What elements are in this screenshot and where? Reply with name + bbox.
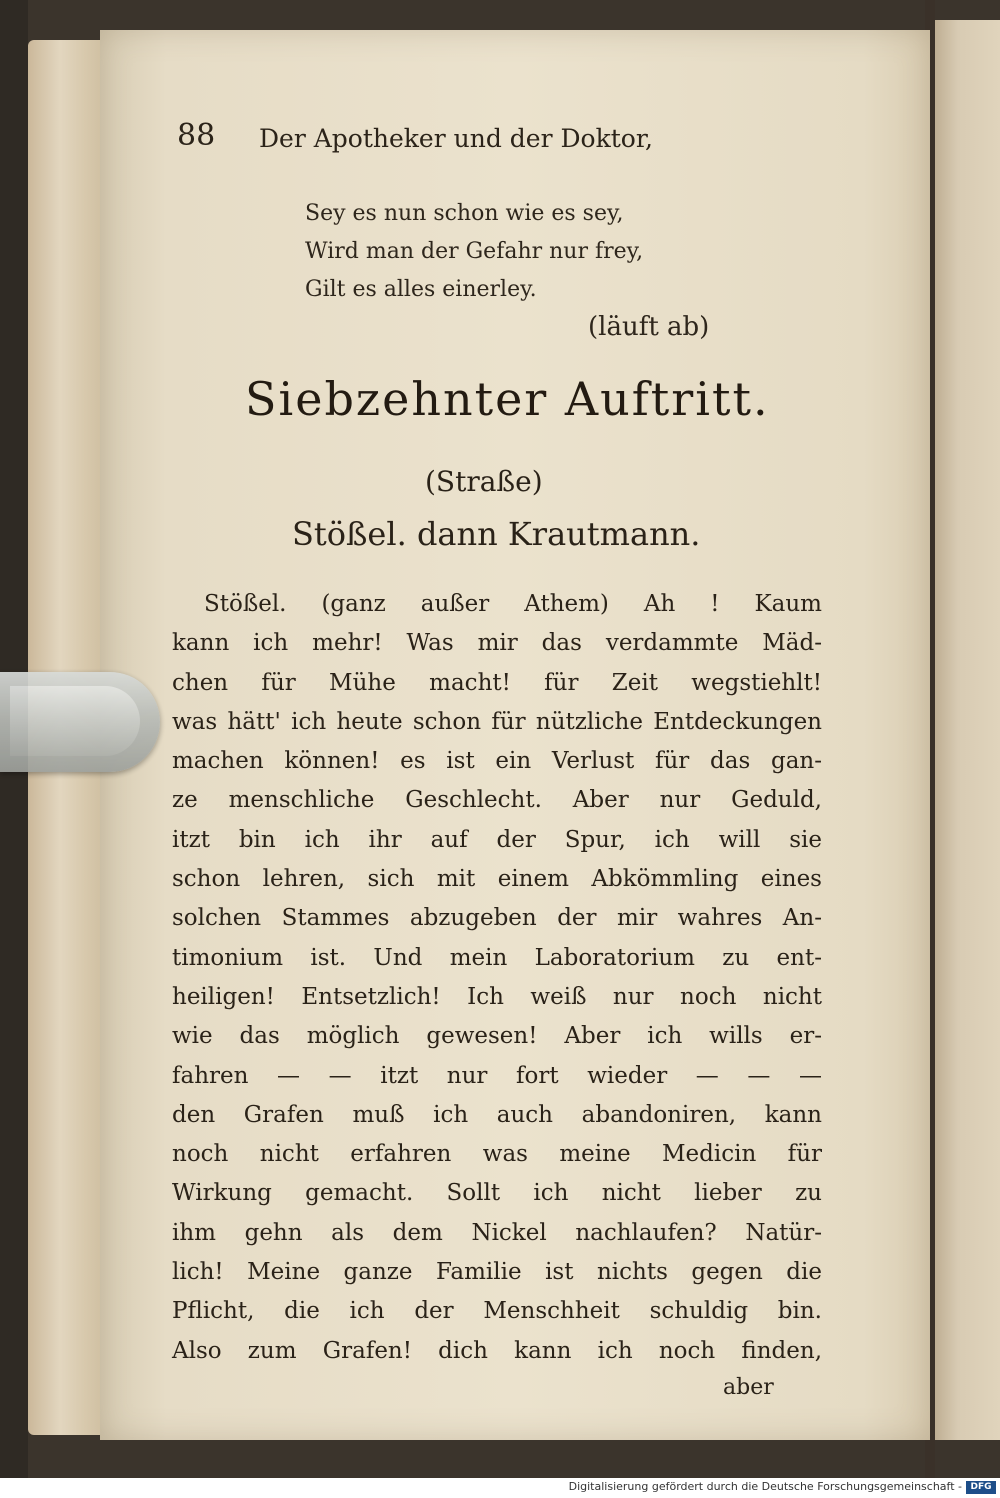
body-line: solchen Stammes abzugeben der mir wahres An- <box>172 905 822 932</box>
body-line: kann ich mehr! Was mir das verdammte Mäd- <box>172 630 822 657</box>
body-line: fahren — — itzt nur fort wieder — — — <box>172 1062 822 1089</box>
body-line: lich! Meine ganze Familie ist nichts gegen die <box>172 1259 822 1286</box>
footer-bar <box>0 1478 1000 1498</box>
body-text <box>172 585 822 1371</box>
body-line: Wirkung gemacht. Sollt ich nicht lieber zu <box>172 1180 822 1207</box>
body-line: chen für Mühe macht! für Zeit wegstiehlt! <box>172 669 822 696</box>
page-clip-highlight <box>10 686 140 756</box>
dfg-logo-icon: DFG <box>966 1481 996 1494</box>
body-line: itzt bin ich ihr auf der Spur, ich will sie <box>172 826 822 853</box>
body-line: Also zum Grafen! dich kann ich noch finden, <box>172 1337 822 1364</box>
page-number: 88 <box>177 118 216 153</box>
body-line: ihm gehn als dem Nickel nachlaufen? Natür- <box>172 1219 822 1246</box>
body-line: Pflicht, die ich der Menschheit schuldig bin. <box>172 1298 822 1325</box>
body-line: heiligen! Entsetzlich! Ich weiß nur noch nicht <box>172 983 822 1010</box>
body-line: timonium ist. Und mein Laboratorium zu ent- <box>172 944 822 971</box>
verse-line: Sey es nun schon wie es sey, <box>305 201 624 226</box>
verse-line: Gilt es alles einerley. <box>305 277 537 302</box>
body-line: noch nicht erfahren was meine Medicin für <box>172 1141 822 1168</box>
right-page-edge <box>930 20 1000 1440</box>
scene-title: Siebzehnter Auftritt. <box>245 372 770 426</box>
body-line: ze menschliche Geschlecht. Aber nur Geduld, <box>172 787 822 814</box>
body-line: machen können! es ist ein Verlust für das gan- <box>172 748 822 775</box>
page-clip <box>0 672 160 772</box>
stage-direction-exit: (läuft ab) <box>588 312 710 342</box>
running-title: Der Apotheker und der Doktor, <box>259 124 653 153</box>
verse-block <box>305 195 725 309</box>
verse-line: Wird man der Gefahr nur frey, <box>305 239 644 264</box>
scene-characters: Stößel. dann Krautmann. <box>292 515 701 553</box>
body-line: wie das möglich gewesen! Aber ich wills er- <box>172 1023 822 1050</box>
body-line: was hätt' ich heute schon für nützliche Entdeckungen <box>172 708 822 735</box>
footer-credit: Digitalisierung gefördert durch die Deutsche Forschungsgemeinschaft - <box>568 1480 962 1493</box>
page-header <box>177 118 777 168</box>
body-line: Stößel. (ganz außer Athem) Ah ! Kaum <box>204 591 822 617</box>
body-line: den Grafen muß ich auch abandoniren, kann <box>172 1101 822 1128</box>
scene-setting: (Straße) <box>425 465 543 498</box>
catchword: aber <box>723 1375 774 1400</box>
body-line: schon lehren, sich mit einem Abkömmling eines <box>172 866 822 893</box>
